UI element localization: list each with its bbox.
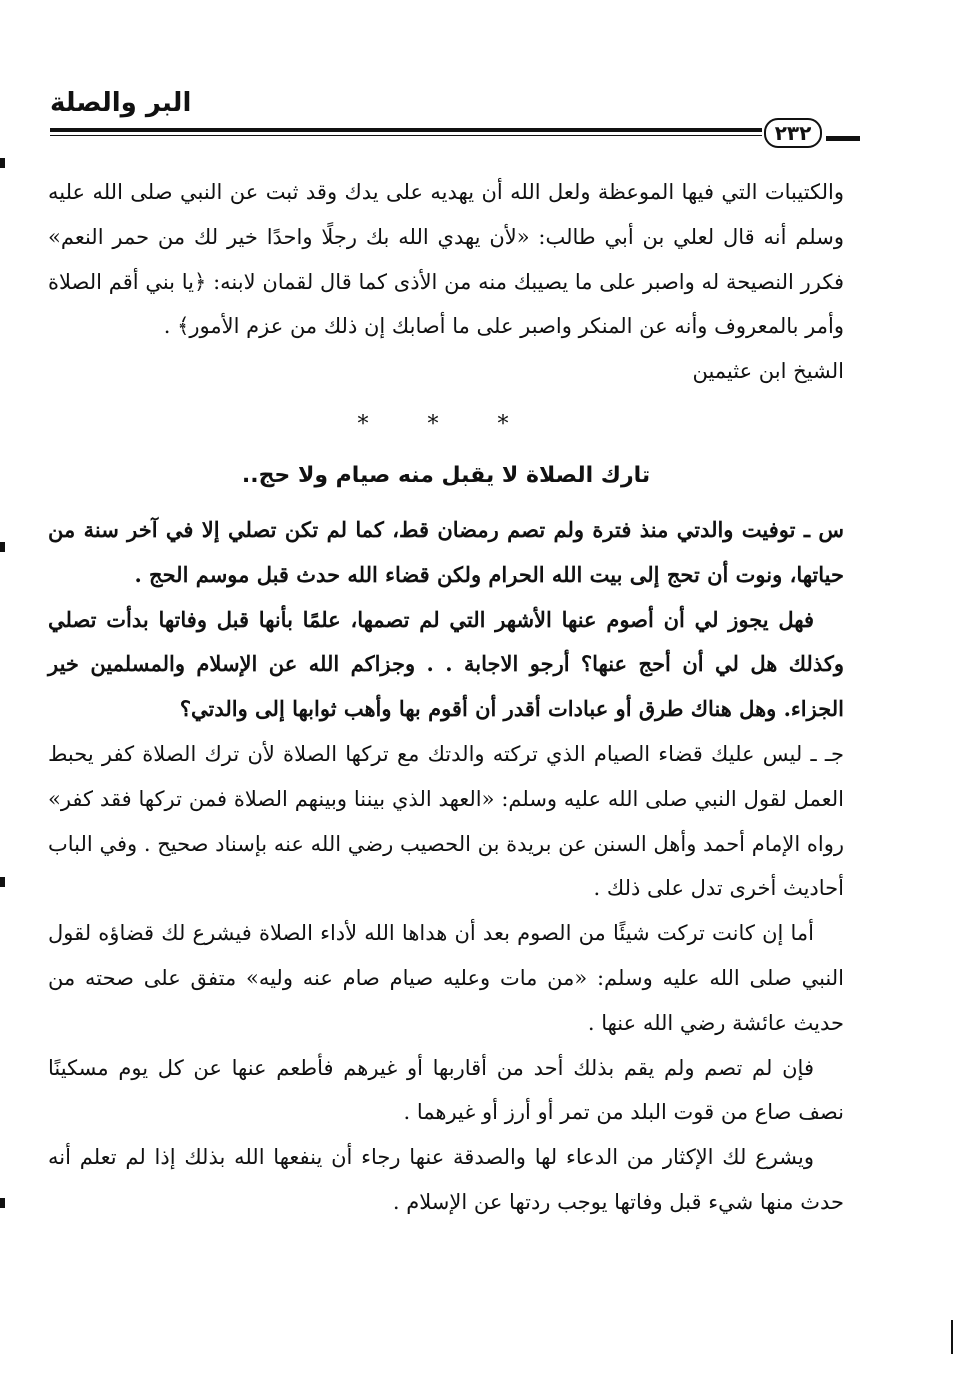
header-rule-right	[826, 136, 860, 141]
signature: الشيخ ابن عثيمين	[692, 359, 844, 384]
scan-margin-mark	[0, 877, 5, 887]
page-body	[48, 170, 844, 1225]
question-paragraph-2: فهل يجوز لي أن أصوم عنها الأشهر التي لم تصمها، علمًا بأنها قبل وفاتها بدأت تصلي وكذلك هل لي أن أحج عنها؟ أرجو الاجابة . . وجزاكم الله عن الإسلام والمسلمين خير الجزاء. وهل هناك طرق أو عبادات أقدر أن أقوم بها وأهب ثوابها إلى والدتي؟	[48, 606, 844, 722]
scan-margin-mark	[0, 158, 5, 168]
page-number: ٢٣٢	[764, 118, 822, 148]
section-separator: * * *	[357, 411, 535, 437]
answer-paragraph-2: أما إن كانت تركت شيئًا من الصوم بعد أن هداها الله لأداء الصلاة فيشرع لك قضاؤه لقول النبي صلى الله عليه وسلم: «من مات وعليه صيام صام عنه وليه» متفق على صحته من حديث عائشة رضي الله عنها .	[48, 921, 844, 1035]
scan-edge-line	[951, 1320, 953, 1354]
book-title: البر والصلة	[50, 88, 192, 118]
page-header	[50, 88, 850, 158]
section-title: تارك الصلاة لا يقبل منه صيام ولا حج..	[241, 462, 651, 488]
intro-paragraph: والكتيبات التي فيها الموعظة ولعل الله أن يهديه على يدك وقد ثبت عن النبي صلى الله عليه وسلم أنه قال لعلي بن أبي طالب: «لأن يهدي الله بك رجلًا واحدًا خير لك من حمر النعم» فكرر النصيحة له واصبر على ما يصيبك منه من الأذى كما قال لقمان لابنه: ﴿يا بني أقم الصلاة وأمر بالمعروف وأنه عن المنكر واصبر على ما أصابك إن ذلك من عزم الأمور﴾ .	[48, 180, 844, 339]
scan-margin-mark	[0, 542, 5, 552]
answer-paragraph-4: ويشرع لك الإكثار من الدعاء لها والصدقة عنها رجاء أن ينفعها الله بذلك إذا لم تعلم أنه حدث منها شيء قبل وفاتها يوجب ردتها عن الإسلام .	[48, 1145, 844, 1214]
header-rule-thick	[50, 128, 762, 132]
header-rule-thin	[50, 135, 762, 136]
answer-paragraph-1: جـ ـ ليس عليك قضاء الصيام الذي تركته والدتك مع تركها الصلاة لأن ترك الصلاة كفر يحبط العمل لقول النبي صلى الله عليه وسلم: «العهد الذي بيننا وبينهم الصلاة فمن تركها فقد كفر» رواه الإمام أحمد وأهل السنن عن بريدة بن الحصيب رضي الله عنه بإسناد صحيح . وفي الباب أحاديث أخرى تدل على ذلك .	[48, 741, 844, 901]
scan-margin-mark	[0, 1198, 5, 1208]
answer-paragraph-3: فإن لم تصم ولم يقم بذلك أحد من أقاربها أو غيرهم فأطعم عنها عن كل يوم مسكينًا نصف صاع من قوت البلد من تمر أو أرز أو غيرهما .	[48, 1055, 844, 1125]
question-paragraph-1: س ـ توفيت والدتي منذ فترة ولم تصم رمضان قط، كما لم تكن تصلي إلا في آخر سنة من حياتها، ونوت أن تحج إلى بيت الله الحرام ولكن قضاء الله حدث قبل موسم الحج .	[48, 516, 844, 587]
